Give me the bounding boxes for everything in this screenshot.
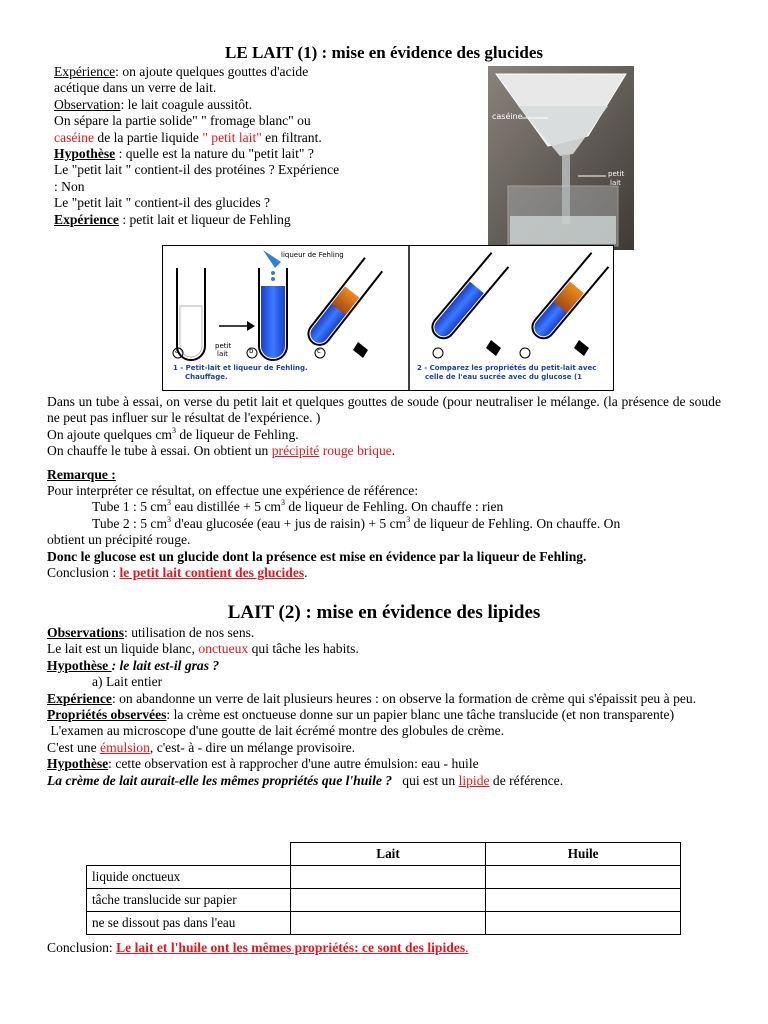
- text-fragment: : on abandonne un verre de lait plusieurs heures : on observe la formation de crème qui s'épaissit peu à peu.: [111, 690, 697, 706]
- section2-title: LAIT (2) : mise en évidence des lipides: [227, 602, 541, 623]
- caption-1-line-1: 1 - Petit-lait et liqueur de Fehling.: [173, 364, 308, 372]
- filtration-photo: [488, 66, 634, 250]
- text-fragment: de liqueur de Fehling.: [175, 426, 299, 442]
- table-row: [87, 889, 681, 912]
- paragraph: Dans un tube à essai, on verse du petit lait et quelques gouttes de soude (pour neutraliser le mélange. (la présence de soude ne peut pas influer sur le résultat de l'expérience. ): [47, 394, 721, 426]
- photo-label-caseine: caséine: [492, 112, 523, 121]
- rouge-brique-term: rouge brique: [322, 443, 392, 459]
- experience-text: : petit lait et liqueur de Fehling: [118, 211, 291, 227]
- table-cell: ne se dissout pas dans l'eau: [87, 912, 291, 935]
- table-cell: [486, 889, 681, 912]
- experience-text: : on ajoute quelques gouttes d'acide: [115, 64, 309, 79]
- superscript: 3: [167, 514, 172, 524]
- text-fragment: de la partie liquide: [94, 129, 203, 145]
- superscript: 3: [167, 498, 172, 508]
- text-line: : Non: [54, 178, 85, 194]
- table-cell: [290, 912, 486, 935]
- conclusion-label: Conclusion:: [47, 940, 117, 955]
- petit-lait-label-1: petit: [215, 342, 232, 350]
- text-fragment: Tube 2 : 5 cm: [92, 515, 168, 531]
- emulsion-term: émulsion: [100, 739, 150, 755]
- petit-lait-term: " petit lait": [202, 129, 262, 145]
- experience-label: Expérience: [54, 64, 116, 79]
- remarque-label: Remarque :: [47, 466, 116, 482]
- fehling-diagram: [162, 245, 614, 391]
- tube-letter-c: c: [317, 347, 321, 355]
- text-fragment: en filtrant.: [261, 129, 322, 145]
- table-header-empty: [87, 843, 291, 866]
- list-item: a) Lait entier: [92, 674, 163, 690]
- hypothese-label: Hypothèse: [54, 146, 116, 162]
- text-line: L'examen au microscope d'une goutte de lait écrémé montre des globules de crème.: [47, 723, 505, 739]
- text-line: On sépare la partie solide" " fromage blanc" ou: [54, 113, 311, 129]
- superscript: 3: [281, 498, 285, 508]
- table-header-huile: Huile: [486, 843, 681, 866]
- text-line: acétique dans un verre de lait.: [54, 80, 217, 96]
- text-line: Le "petit lait " contient-il des glucides ?: [54, 195, 271, 211]
- properties-table: [86, 842, 681, 935]
- onctueux-term: onctueux: [198, 641, 249, 657]
- body-section-2: [47, 625, 721, 789]
- text-fragment: de référence.: [489, 772, 564, 788]
- liqueur-label: liqueur de Fehling: [281, 251, 344, 259]
- text-fragment: qui est un: [392, 772, 459, 788]
- text-fragment: : cette observation est à rapprocher d'une autre émulsion: eau - huile: [108, 756, 479, 772]
- conclusion-red: le petit lait contient des glucides: [119, 565, 305, 581]
- text-fragment: eau distillée + 5 cm: [171, 499, 281, 515]
- table-row: [87, 866, 681, 889]
- text-fragment: On chauffe le tube à essai. On obtient un: [47, 443, 272, 459]
- superscript: 3: [406, 514, 411, 524]
- text-fragment: de liqueur de Fehling. On chauffe. On: [410, 515, 621, 531]
- proprietes-label: Propriétés observées: [47, 707, 167, 723]
- table-cell: [486, 866, 681, 889]
- text-fragment: Tube 1 : 5 cm: [92, 499, 168, 515]
- text-fragment: qui tâche les habits.: [248, 641, 359, 657]
- caseine-term: caséine: [54, 129, 94, 145]
- donc-statement: Donc le glucose est un glucide dont la présence est mise en évidence par la liqueur de Fehling.: [47, 548, 587, 564]
- conclusion-red: Le lait et l'huile ont les mêmes propriétés: ce sont des lipides: [116, 940, 466, 955]
- text-fragment: d'eau glucosée (eau + jus de raisin) + 5 cm: [171, 515, 407, 531]
- observation-label: Observation: [54, 96, 121, 112]
- tube-letter-b: b: [249, 347, 254, 355]
- petit-lait-label-2: lait: [217, 350, 228, 358]
- section1-text: [54, 64, 382, 228]
- caption-2-line-1: 2 - Comparez les propriétés du petit-lait avec: [417, 364, 597, 372]
- text-fragment: : la crème est onctueuse donne sur un papier blanc une tâche translucide (et non transparente): [166, 707, 675, 723]
- text-fragment: .: [465, 940, 469, 955]
- table-cell: [290, 866, 486, 889]
- hypothese-label: Hypothèse: [47, 756, 109, 772]
- question: La crème de lait aurait-elle les mêmes propriétés que l'huile ?: [47, 772, 393, 788]
- text-line: Pour interpréter ce résultat, on effectue une expérience de référence:: [47, 483, 419, 499]
- conclusion-2: [47, 940, 469, 956]
- text-fragment: de liqueur de Fehling. On chauffe : rien: [285, 499, 504, 515]
- text-fragment: : utilisation de nos sens.: [124, 625, 255, 640]
- photo-label-petit: petit: [608, 170, 625, 178]
- observations-label: Observations: [47, 625, 125, 640]
- caption-2-line-2: celle de l'eau sucrée avec du glucose (1: [425, 373, 583, 381]
- table-header-lait: Lait: [290, 843, 486, 866]
- hypothese-text: : quelle est la nature du "petit lait" ?: [115, 146, 314, 162]
- body-section-1: [47, 394, 721, 581]
- tube-letter-a: a: [175, 347, 180, 355]
- hypothese-text: : le lait est-il gras ?: [111, 657, 220, 673]
- lipide-term: lipide: [458, 772, 490, 788]
- table-cell: liquide onctueux: [87, 866, 291, 889]
- text-line: Le "petit lait " contient-il des protéines ? Expérience: [54, 162, 340, 178]
- text-fragment: C'est une: [47, 739, 101, 755]
- text-fragment: .: [391, 443, 396, 459]
- photo-label-lait: lait: [610, 179, 621, 187]
- text-fragment: Le lait est un liquide blanc,: [47, 641, 199, 657]
- text-fragment: , c'est- à - dire un mélange provisoire.: [149, 739, 356, 755]
- experience-label: Expérience: [47, 690, 112, 706]
- observation-text: : le lait coagule aussitôt.: [120, 96, 253, 112]
- hypothese-label: Hypothèse: [47, 657, 112, 673]
- precipite-term: précipité: [271, 443, 320, 459]
- text-fragment: On ajoute quelques cm: [47, 426, 172, 442]
- table-cell: [486, 912, 681, 935]
- text-fragment: .: [304, 565, 308, 581]
- table-header-row: [87, 843, 681, 866]
- conclusion-label: Conclusion :: [47, 565, 120, 581]
- superscript: 3: [171, 425, 176, 435]
- table-row: [87, 912, 681, 935]
- table-cell: tâche translucide sur papier: [87, 889, 291, 912]
- filtration-illustration: [488, 66, 634, 250]
- table-cell: [290, 889, 486, 912]
- caption-1-line-2: Chauffage.: [185, 373, 228, 381]
- experience-label: Expérience: [54, 211, 119, 227]
- section1-title: LE LAIT (1) : mise en évidence des glucides: [225, 43, 543, 62]
- text-line: obtient un précipité rouge.: [47, 532, 191, 548]
